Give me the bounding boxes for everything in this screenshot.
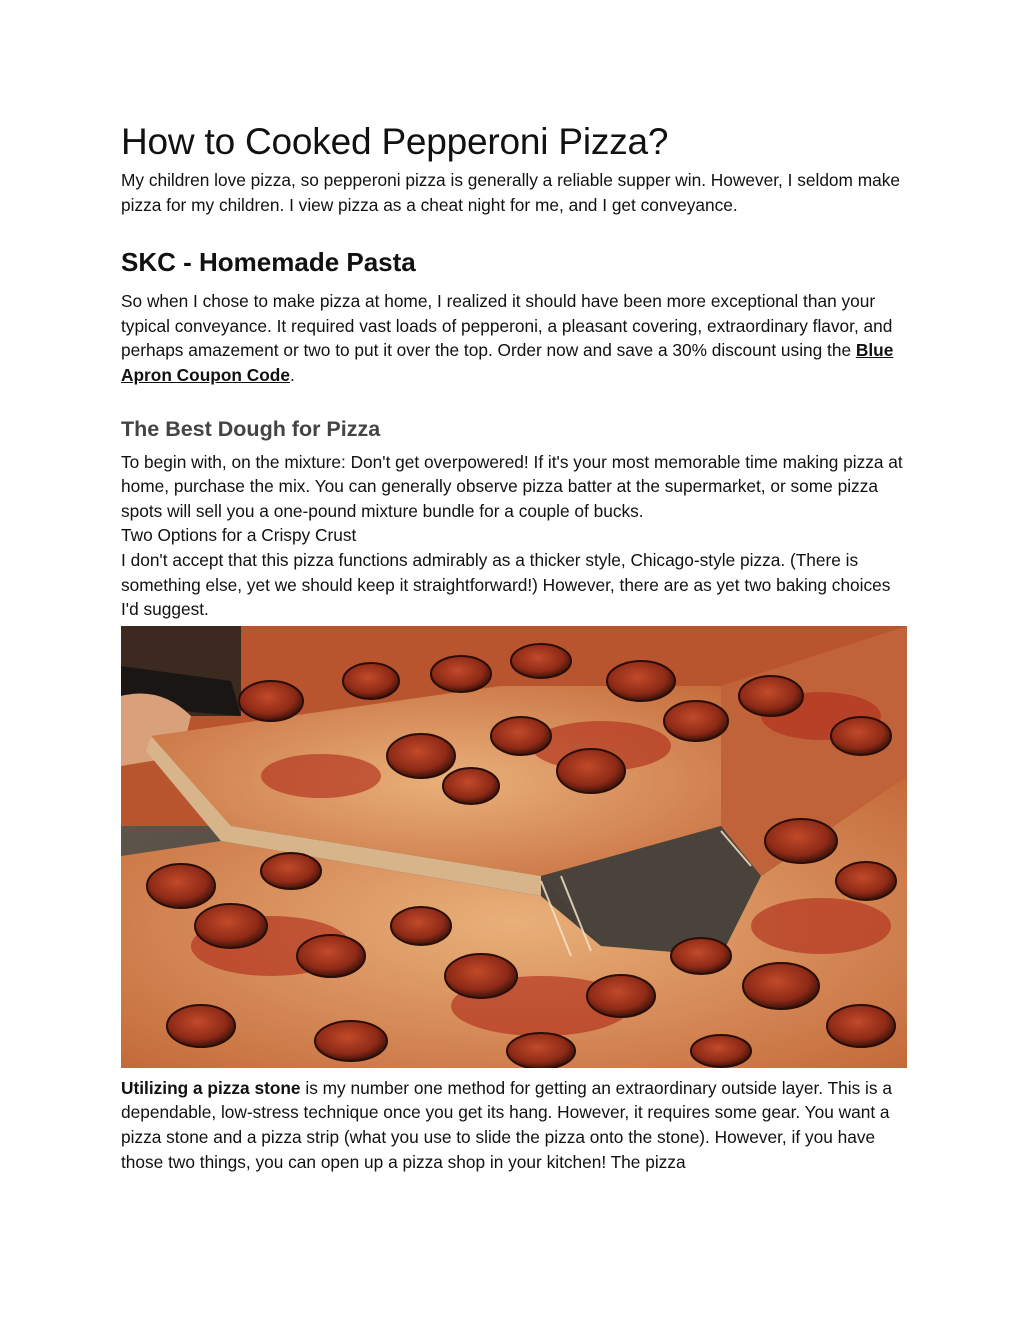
pepperoni-pizza-image (121, 626, 907, 1068)
pizza-stone-lead: Utilizing a pizza stone (121, 1077, 301, 1098)
dough-paragraph: To begin with, on the mixture: Don't get overpowered! If it's your most memorable time making pizza at home, purchase the mix. You can generally observe pizza batter at the supermarket, or some pizza spots will sell you a one-pound mixture bundle for a couple of bucks. (121, 451, 903, 521)
article (121, 120, 907, 1174)
crispy-crust-subheading: Two Options for a Crispy Crust (121, 525, 357, 546)
section-heading-homemade-pasta: SKC - Homemade Pasta (121, 247, 416, 278)
section1-text: So when I chose to make pizza at home, I realized it should have been more exceptional than your typical conveyance. It required vast loads of pepperoni, a pleasant covering, extraordinary flavor, and perhaps amazement or two to put it over the top. Order now and save a 30% discount using the (121, 291, 893, 361)
page-title: How to Cooked Pepperoni Pizza? (121, 121, 669, 162)
section1-text-end: . (289, 364, 295, 385)
section1-paragraph (121, 289, 907, 387)
coupon-code-link[interactable]: Blue Apron Coupon Code (121, 340, 894, 385)
options-paragraph: I don't accept that this pizza functions admirably as a thicker style, Chicago-style pizza. (There is something else, yet we should keep it straightforward!) However, there are as yet two baking choices I'd suggest. (121, 549, 891, 620)
intro-paragraph: My children love pizza, so pepperoni pizza is generally a reliable supper win. However, I seldom make pizza for my children. I view pizza as a cheat night for me, and I get conveyance. (121, 170, 900, 215)
section-heading-best-dough: The Best Dough for Pizza (121, 416, 381, 441)
pizza-stone-paragraph (121, 1076, 907, 1174)
pizza-stone-text: is my number one method for getting an extraordinary outside layer. This is a dependable, low-stress technique once you get its hang. However, it requires some gear. You want a pizza stone and a pizza strip (what you use to slide the pizza onto the stone). However, if you have those two things, you can open up a pizza shop in your kitchen! The pizza (121, 1077, 892, 1172)
